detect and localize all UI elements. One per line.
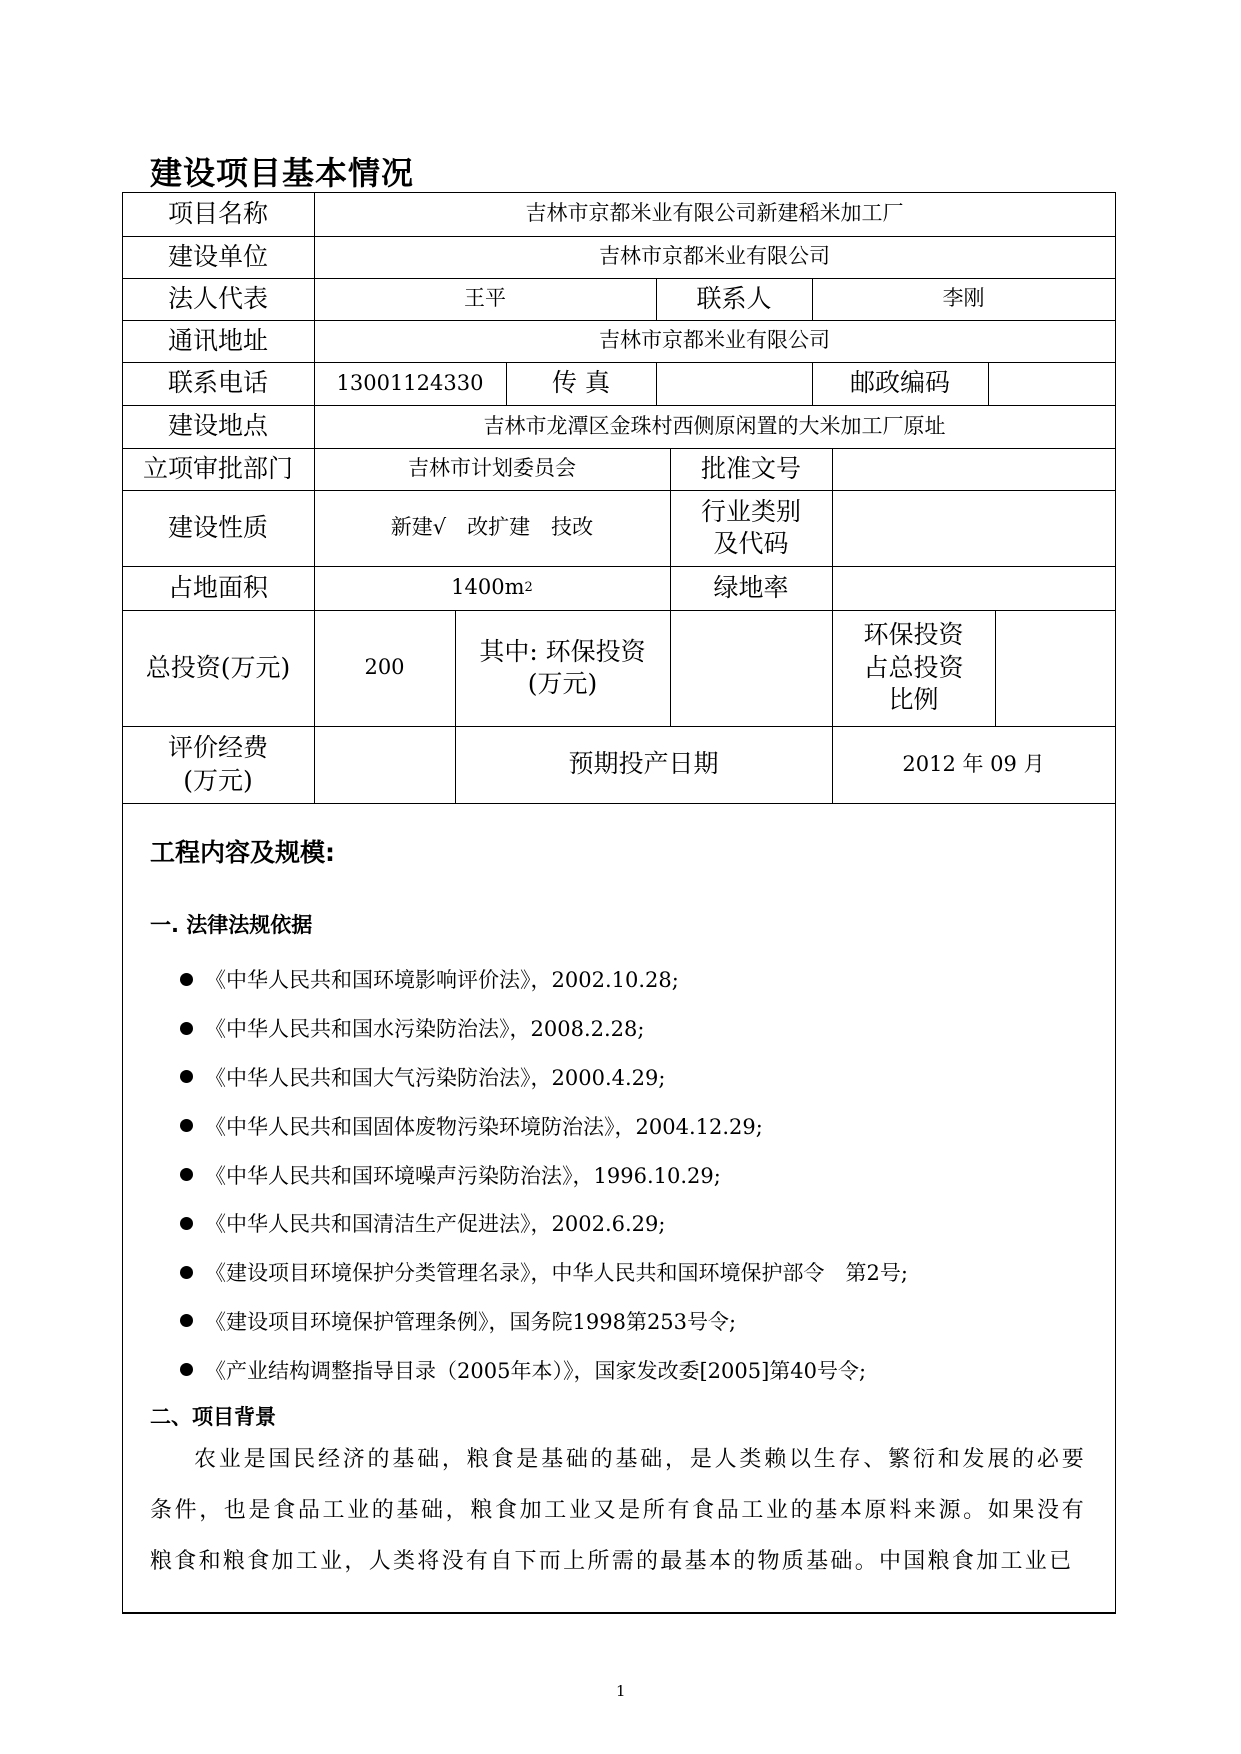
law-item-text: 《中华人民共和国清洁生产促进法》，2002.6.29; [205,1212,666,1237]
page-title: 建设项目基本情况 [150,154,415,192]
law-list [180,955,908,1394]
industry-label-line-2: 及代码 [713,529,789,558]
bullet-icon [180,1217,193,1230]
bullet-icon [180,1314,193,1327]
list-item [180,1053,908,1102]
env-invest-value [670,610,832,726]
list-item [180,955,908,1004]
page-number: 1 [616,1682,626,1700]
env-ratio-label [832,610,995,726]
env-invest-label-line-1: 其中: 环保投资 [479,636,646,666]
builder-value: 吉林市京都米业有限公司 [599,244,830,269]
list-item [180,1004,908,1053]
law-item-text: 《中华人民共和国固体废物污染环境防治法》，2004.12.29; [205,1114,763,1139]
nature-value: 新建√ 改扩建 技改 [390,515,594,540]
env-invest-label [455,610,670,726]
green-label: 绿地率 [713,572,789,602]
eval-fee-value [314,726,455,803]
env-invest-label-line-2: (万元) [527,669,598,698]
bullet-icon [180,1022,193,1035]
env-ratio-label-line-3: 比例 [888,685,939,715]
law-item-text: 《中华人民共和国水污染防治法》，2008.2.28; [205,1017,645,1042]
background-section-title: 二、项目背景 [150,1405,276,1429]
address-label: 通讯地址 [167,325,268,355]
law-section-title: 一. 法律法规依据 [150,913,313,937]
eval-fee-label-line-2: (万元) [183,765,253,795]
approval-dept-label: 立项审批部门 [142,453,293,483]
law-item-text: 《中华人民共和国环境噪声污染防治法》，1996.10.29; [205,1163,721,1188]
background-paragraph: 农业是国民经济的基础，粮食是基础的基础，是人类赖以生存、繁衍和发展的必要条件，也是食品工业的基础，粮食加工业又是所有食品工业的基本原料来源。如果没有粮食和粮食加工业，人类将没有自下而上所需的最基本的物质基础。中国粮食加工业已 [150,1447,1086,1574]
bullet-icon [180,1168,193,1181]
list-item [180,1248,908,1297]
contact-label: 联系人 [696,283,772,313]
project-name-value: 吉林市京都米业有限公司新建稻米加工厂 [525,201,904,226]
invest-label: 总投资(万元) [145,652,291,682]
address-value: 吉林市京都米业有限公司 [599,328,830,353]
bullet-icon [180,973,193,986]
phone-label: 联系电话 [167,368,268,398]
env-ratio-value [995,610,1115,726]
bullet-icon [180,1119,193,1132]
project-name-label: 项目名称 [167,198,268,228]
bullet-icon [180,1070,193,1083]
env-ratio-label-line-1: 环保投资 [863,620,964,650]
invest-value: 200 [364,655,405,680]
bullet-icon [180,1266,193,1279]
approval-no-value [832,448,1115,490]
industry-label [670,490,832,566]
area-value [314,566,670,610]
builder-label: 建设单位 [167,241,268,271]
approval-dept-value: 吉林市计划委员会 [408,456,576,481]
law-item-text: 《中华人民共和国大气污染防治法》，2000.4.29; [205,1065,666,1090]
list-item [180,1101,908,1150]
area-label: 占地面积 [167,572,268,602]
legal-rep-label: 法人代表 [167,283,268,313]
eval-fee-label-line-1: 评价经费 [167,733,268,762]
green-value [832,566,1115,610]
law-item-text: 《建设项目环境保护分类管理名录》，中华人民共和国环境保护部令 第2号; [205,1261,908,1286]
fax-label: 传 真 [552,368,610,398]
expected-date-label: 预期投产日期 [568,749,719,779]
list-item [180,1199,908,1248]
eval-fee-label [122,726,314,803]
postcode-label: 邮政编码 [849,368,950,398]
law-item-text: 《建设项目环境保护管理条例》，国务院1998第253号令; [205,1309,737,1334]
phone-value: 13001124330 [336,370,484,395]
law-item-text: 《产业结构调整指导目录（2005年本）》，国家发改委[2005]第40号令; [205,1358,867,1383]
area-number: 1400m [451,575,525,600]
industry-label-line-1: 行业类别 [700,496,801,526]
law-item-text: 《中华人民共和国环境影响评价法》，2002.10.28; [205,968,679,993]
legal-rep-value: 王平 [464,286,506,311]
fax-value [656,362,812,405]
approval-no-label: 批准文号 [700,453,801,483]
nature-label: 建设性质 [167,512,268,542]
contact-value: 李刚 [942,286,985,311]
list-item [180,1150,908,1199]
list-item [180,1345,908,1394]
env-ratio-label-line-2: 占总投资 [863,652,964,682]
location-value: 吉林市龙潭区金珠村西侧原闲置的大米加工厂原址 [483,413,946,438]
location-label: 建设地点 [167,411,268,441]
section-title: 工程内容及规模: [150,838,335,867]
expected-date-value: 2012 年 09 月 [902,751,1045,776]
area-unit-superscript: 2 [524,579,533,595]
list-item [180,1297,908,1346]
postcode-value [988,362,1115,405]
bullet-icon [180,1363,193,1376]
industry-value [832,490,1115,566]
